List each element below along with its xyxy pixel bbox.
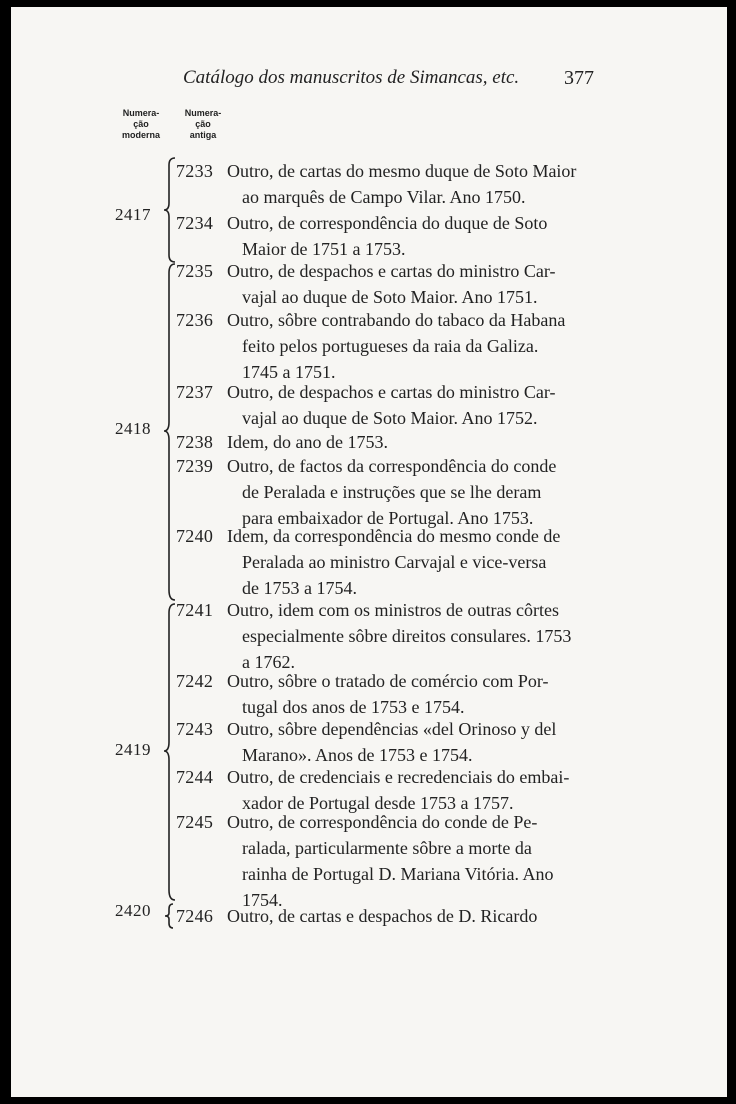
entry-text-line: Marano». Anos de 1753 e 1754. bbox=[242, 745, 473, 765]
catalog-entry-7233 bbox=[176, 158, 596, 210]
entry-text-line: especialmente sôbre direitos consulares. 1753 bbox=[242, 626, 572, 646]
catalog-entry-7241 bbox=[176, 597, 596, 675]
group-number-2418: 2418 bbox=[115, 419, 151, 438]
entry-text-line: Outro, sôbre o tratado de comércio com Por- bbox=[227, 671, 549, 691]
column-header-line: Numera- bbox=[184, 108, 222, 118]
entry-text-line: Outro, de factos da correspondência do conde bbox=[227, 456, 557, 476]
entry-text-line: Outro, de correspondência do duque de Soto bbox=[227, 213, 548, 233]
entry-text-line: Outro, de credenciais e recredenciais do embai- bbox=[227, 767, 570, 787]
entry-text-line: a 1762. bbox=[242, 652, 295, 672]
entry-text-line: vajal ao duque de Soto Maior. Ano 1752. bbox=[242, 408, 538, 428]
entry-number: 7233 bbox=[176, 161, 214, 181]
entry-number: 7237 bbox=[176, 382, 214, 402]
entry-text-line: Maior de 1751 a 1753. bbox=[242, 239, 406, 259]
column-header-moderna bbox=[111, 108, 171, 141]
entry-text-line: ao marquês de Campo Vilar. Ano 1750. bbox=[242, 187, 526, 207]
entry-number: 7241 bbox=[176, 600, 214, 620]
entry-text-line: de 1753 a 1754. bbox=[242, 578, 357, 598]
entry-number: 7244 bbox=[176, 767, 214, 787]
entry-text-line: Outro, de despachos e cartas do ministro Car- bbox=[227, 261, 556, 281]
catalog-entry-7245 bbox=[176, 809, 596, 913]
group-brace-2419 bbox=[163, 603, 177, 901]
entry-number: 7246 bbox=[176, 906, 214, 926]
catalog-entry-7236 bbox=[176, 307, 596, 385]
column-header-line: antiga bbox=[189, 130, 217, 140]
entry-text-line: xador de Portugal desde 1753 a 1757. bbox=[242, 793, 514, 813]
entry-text-line: rainha de Portugal D. Mariana Vitória. Ano bbox=[242, 864, 554, 884]
entry-number: 7242 bbox=[176, 671, 214, 691]
entry-text-line: Outro, de correspondência do conde de Pe- bbox=[227, 812, 538, 832]
entry-number: 7236 bbox=[176, 310, 214, 330]
group-brace-2420 bbox=[163, 903, 177, 929]
catalog-entry-7242 bbox=[176, 668, 596, 720]
entry-text-line: Idem, do ano de 1753. bbox=[227, 432, 388, 452]
entry-number: 7238 bbox=[176, 432, 214, 452]
entry-text-line: feito pelos portugueses da raia da Galiza. bbox=[242, 336, 539, 356]
catalog-entry-7246 bbox=[176, 903, 596, 929]
entry-text-line: ralada, particularmente sôbre a morte da bbox=[242, 838, 532, 858]
entry-text-line: Outro, sôbre dependências «del Orinoso y del bbox=[227, 719, 557, 739]
entry-number: 7245 bbox=[176, 812, 214, 832]
entry-text-line: 1754. bbox=[242, 890, 283, 910]
entry-text-line: Idem, da correspondência do mesmo conde de bbox=[227, 526, 561, 546]
entry-text-line: Outro, de despachos e cartas do ministro Car- bbox=[227, 382, 556, 402]
entry-number: 7243 bbox=[176, 719, 214, 739]
column-header-antiga bbox=[173, 108, 233, 141]
entry-text-line: Peralada ao ministro Carvajal e vice-versa bbox=[242, 552, 547, 572]
entry-number: 7239 bbox=[176, 456, 214, 476]
running-title: Catálogo dos manuscritos de Simancas, etc. bbox=[183, 67, 520, 88]
entry-number: 7240 bbox=[176, 526, 214, 546]
entry-text-line: Outro, de cartas e despachos de D. Ricardo bbox=[227, 906, 538, 926]
catalog-entry-7240 bbox=[176, 523, 596, 601]
catalog-entry-7234 bbox=[176, 210, 596, 262]
group-brace-2418 bbox=[163, 263, 177, 601]
group-number-2420: 2420 bbox=[115, 901, 151, 920]
page-number: 377 bbox=[564, 67, 594, 89]
group-brace-2417 bbox=[163, 157, 177, 263]
entry-text-line: 1745 a 1751. bbox=[242, 362, 336, 382]
group-number-2417: 2417 bbox=[115, 205, 151, 224]
catalog-entry-7243 bbox=[176, 716, 596, 768]
entry-number: 7234 bbox=[176, 213, 214, 233]
group-number-2419: 2419 bbox=[115, 740, 151, 759]
entry-number: 7235 bbox=[176, 261, 214, 281]
column-header-line: ção bbox=[195, 119, 211, 129]
catalog-entry-7235 bbox=[176, 258, 596, 310]
column-header-line: ção bbox=[133, 119, 149, 129]
entry-text-line: para embaixador de Portugal. Ano 1753. bbox=[242, 508, 534, 528]
page-header bbox=[11, 7, 727, 107]
entry-text-line: de Peralada e instruções que se lhe deram bbox=[242, 482, 542, 502]
entry-text-line: Outro, sôbre contrabando do tabaco da Habana bbox=[227, 310, 566, 330]
column-header-line: moderna bbox=[121, 130, 160, 140]
entry-text-line: Outro, idem com os ministros de outras côrtes bbox=[227, 600, 559, 620]
catalog-entry-7238 bbox=[176, 429, 596, 455]
column-header-line: Numera- bbox=[122, 108, 160, 118]
entry-text-line: Outro, de cartas do mesmo duque de Soto Maior bbox=[227, 161, 577, 181]
book-page bbox=[11, 7, 727, 1097]
entry-text-line: tugal dos anos de 1753 e 1754. bbox=[242, 697, 465, 717]
catalog-entry-7237 bbox=[176, 379, 596, 431]
catalog-entry-7239 bbox=[176, 453, 596, 531]
entry-text-line: vajal ao duque de Soto Maior. Ano 1751. bbox=[242, 287, 538, 307]
